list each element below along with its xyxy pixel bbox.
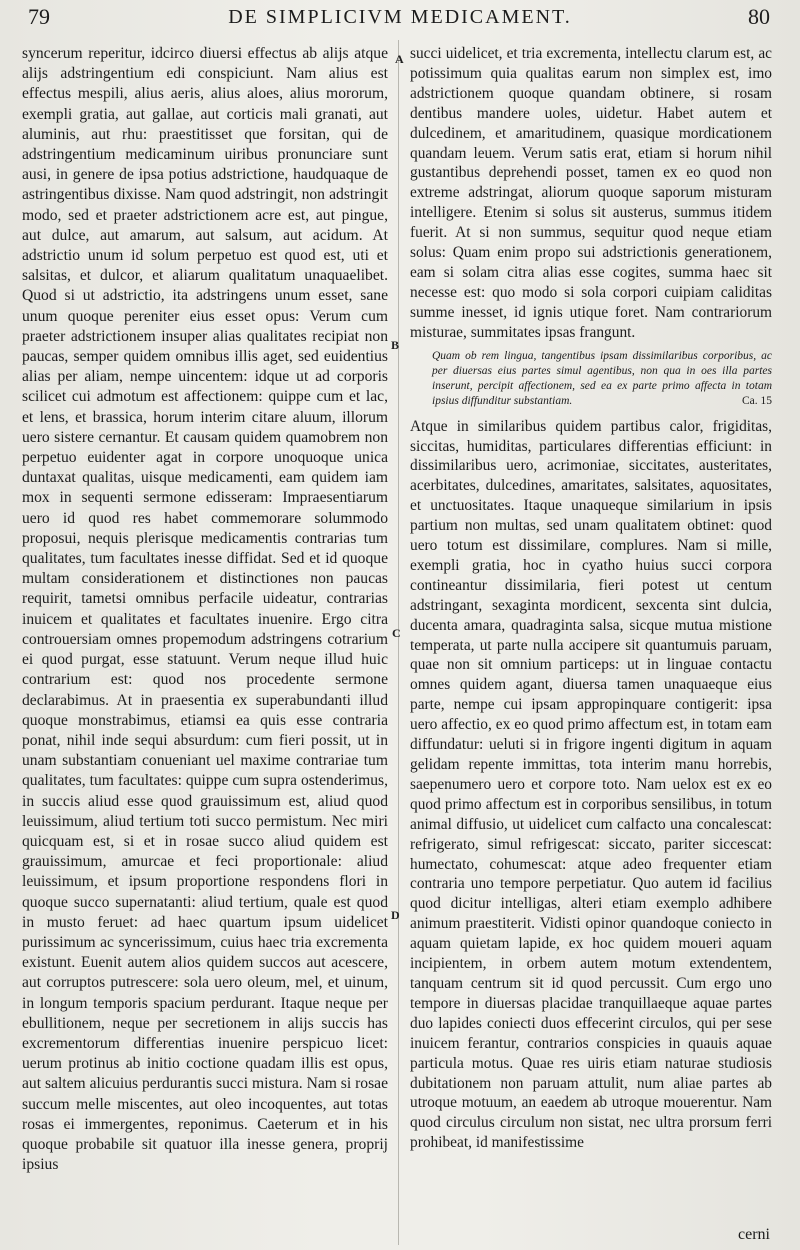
right-text-column (410, 44, 772, 1244)
chapter-summary (432, 349, 772, 409)
margin-marker-d: D (391, 908, 400, 922)
right-column-text-a: succi uidelicet, et tria excrementa, intellectu clarum est, ac potissimum quia qualitas earum non simplex est, imo adstrictionem quoque quandam obtinere, si rosam dentibus mandere uoles, uidetur. Habet autem et dulcedinem, et amaritudinem, quasique mordicationem quandam leuem. Verum satis erat, etiam si horum nihil gustantibus deprehendi posset, tamen ex eo quod non extreme adstringat, aliorum quoque saporum misturam intelligere. Etenim si solus sit austerus, summus itidem fuerit. At si non summus, sequitur quod neque etiam solus: Quam enim propo sui adstrictionis generationem, eam si solam citra alias esse cogites, summa haec sit necesse est: quo modo si sola corpori cuipiam caliditas summe inesset, id ignis utique foret. Nam contrariorum misturae, summitates ipsas frangunt. (410, 45, 772, 341)
left-text-column (22, 44, 388, 1234)
chapter-number: Ca. 15 (741, 394, 772, 407)
left-column-text: syncerum reperitur, idcirco diuersi effectus ab alijs atque alijs adstringentium edi conspiciunt. Nam alius est effectus mespili, alius aeris, alius aloes, alius mororum, exempli gratia, aut gallae, aut corticis mali granati, aut aluminis, aut rhu: praestitisset que forsitan, qui de adstringentium medicaminum uiribus pronunciare sunt ausi, in genere de ipsa potius adstrictione, haudquaque de astringentibus dixisse. Nam quod adstringit, non adstringit modo, sed et praeter adstrictionem acre est, aut pingue, aut dulce, aut amarum, aut salsum, aut acidum. At adstrictio unum id solum perpetuo est quod est, uti et salsitas, et dulcor, et aliarum qualitatum unaquaelibet. Quod si ut adstrictio, ita adstringens unum esset, sane unum quoque pereniter eius esset opus: Verum cum praeter adstrictionem insuper alias qualitates recipiat non paucas, semper quidem omnibus illis aget, sed euidentius alias per aliam, nempe uincentem: idque ut ad corporis scilicet cui admotum est affectionem: quippe cum et lac, et lens, et brassica, horum interim citare aluum, illorum uero sistere cernantur. Et causam quidem quamobrem non perpetuo euidenter agat in corpore unoquoque unica duntaxat qualitas, uisque medicamenti, eam quidem iam mox in sequenti sermone edisseram: Impraesentiarum uero id quod res habet commemorare solummodo proposui, nequis plerisque medicamentis contrarias tum qualitates, tum facultates inesse diffidat. Sed et id quoque multam considerationem et distinctiones non paucas requirit, tametsi omnibus perfacile uideatur, contrarias inuicem et qualitates et facultates inuenire. Ergo citra controuersiam omnes propemodum adstringens cotrarium ei quod purgat, esse statuunt. Verum neque illud huic contrarium est: quod nos procedente sermone declarabimus. At in praesentia ex superabundanti illud quoque monstrabimus, etiamsi ea quis esse contraria ponat, nihil inde sequi absurdum: cum fieri possit, ut in unam substantiam conueniant uel maxime contrariae tum qualitates, tum facultates: quippe cum supra ostenderimus, in succis aliud esse quod grauissimum est, aliud quod leuissimum, aliud tertium toti succo permistum. Nec miri quicquam est, si et in rosae succo aliud quidem est grauissimum, amurcae et feci proportionale: aliud leuissimum, et ipsum proportione respondens flori in quoque succo supernatanti: aliud tertium, quale est quod in musto feruet: ad haec quartum ipsum uidelicet purissimum ac syncerissimum, cuius haec tria excrementa existunt. Euenit autem alios quidem succos aut acescere, aut corruptos putrescere: sola uero oleum, mel, et uinum, in longum temporis spacium perdurant. Itaque neque per ebullitionem, neque per secretionem in alijs succis has excrementorum differentias inuenire perspicuo licet: uerum protinus ab initio coctione quadam illis est opus, aut saltem alicuius perdurantis succi mistura. Nam si rosae succum melle miscentes, aut oleo incoquentes, aut totas rosas ei immergentes, reponimus. Caeterum et in his quoque probabile sit quatuor illa inesse genera, proprij ipsius (22, 45, 388, 1174)
running-title: DE SIMPLICIVM MEDICAMENT. (228, 6, 572, 28)
margin-marker-c: C (392, 626, 401, 640)
column-divider (398, 40, 399, 1245)
folio-number-left: 79 (28, 4, 50, 29)
right-column-text-b: Atque in similaribus quidem partibus calor, frigiditas, siccitas, humiditas, particulares differentias efficiunt: in dissimilaribus uero, acrimoniae, siccitates, austeritates, acerbitates, dulcedines, amaritates, salsitates, aquositates, et unctuositates. Itaque unaqueque similarium in ipsis partium non multas, sed unam qualitatem obtinet: quod uero totum est dissimilare, complures. Nam si mille, exempli gratia, hoc in cyatho huius succi corpora contineantur dissimilaria, fieri potest ut centum adstringant, sexaginta mordicent, sexcenta sint dulcia, ducenta amara, quadraginta salsa, sicque mutua mistione temperata, ut parte nulla accipere sit quantumuis paruam, quae non sit omnium particeps: ut in linguae contactu omnes quidem agant, diuersa tamen unaquaeque eius parte, nempe cui ipsam appropinquare contigerit: ipsa uero affectio, ex eo quod primo affectum est, in totam eam diffundatur: ueluti si in frigore ingenti digitum in aquam gelidam repente immittas, tota interim manu horrebis, saepenumero uero et corpore toto. Nam uelox est ex eo quod primo affectum est in corporibus sensilibus, in totum animal diffusio, ut uidelicet cum calfacto una concalescat: refrigerato, simul refrigescat: siccato, pariter siccescat: humectato, cohumescat: atque adeo frequenter etiam contraria uno tempore perpetiatur. Quo autem id facilius quod dicitur intelligas, alteri etiam exemplo adhibere animum praestiterit. Vidisti opinor quandoque coniecto in aquam quietam lapide, ex hoc quidem moueri aquam incipientem, in orbem autem motum extendentem, tanquam centrum sit id quod percussit. Cum ergo uno tempore in diuersas placidae tranquillaeque aquae partes duo lapides coniecti duos effecerint circulos, qui per sese inuicem ferantur, contrarios conspicies in quauis aquae particula motus. Quae res uiris etiam naturae studiosis dubitationem non paruam attulit, num aliae partes ab utroque motuum, an eaedem ab utroque mouerentur. Nam quod circulus circulum non sistat, nec ultra prorsum ferri prohibeat, id manifestissime (410, 417, 772, 1152)
folio-number-right: 80 (748, 4, 770, 29)
chapter-summary-text: Quam ob rem lingua, tangentibus ipsam dissimilaribus corporibus, ac per diuersas eius partes simul agentibus, non qua in oes illa partes inserunt, percipit affectionem, sed ea ex parte primo affecta in totam ipsius diffunditur substantiam. (432, 349, 772, 407)
page-header (0, 4, 800, 38)
margin-marker-b: B (391, 338, 400, 352)
margin-marker-a: A (395, 52, 404, 66)
catchword: cerni (738, 1226, 770, 1243)
